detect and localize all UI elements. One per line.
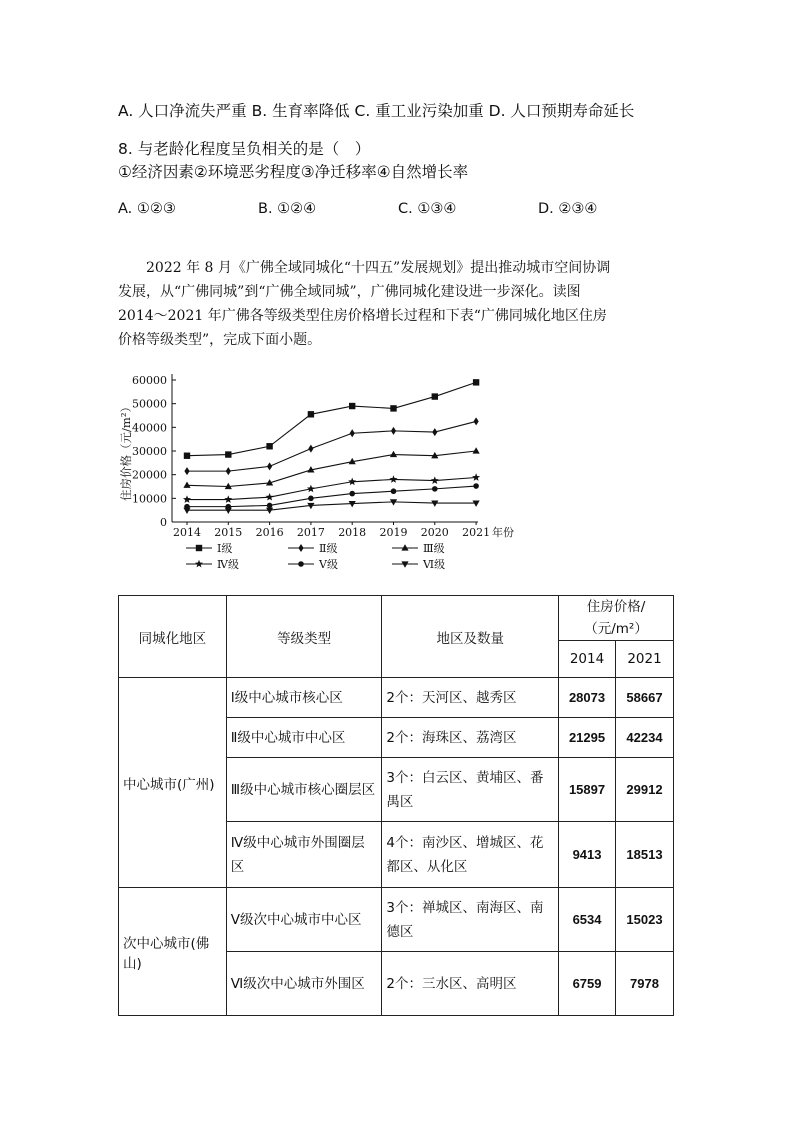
grade-type-cell: Ⅱ级中心城市中心区	[226, 718, 382, 758]
price-grade-table	[118, 595, 674, 1016]
grade-type-cell: Ⅲ级中心城市核心圈层区	[226, 758, 382, 822]
series-line	[187, 421, 476, 471]
legend-marker	[401, 544, 408, 550]
passage-line: 价格等级类型”，完成下面小题。	[118, 332, 322, 348]
data-point	[349, 491, 355, 497]
y-tick-label: 20000	[132, 468, 167, 482]
data-point	[308, 411, 314, 417]
grade-type-cell: Ⅰ级中心城市核心区	[226, 678, 382, 718]
data-point	[390, 475, 398, 483]
reading-passage	[118, 256, 678, 352]
x-tick-label: 2015	[214, 526, 243, 539]
data-point	[226, 467, 231, 475]
data-point	[473, 447, 480, 453]
areas-cell: 2个：三水区、高明区	[382, 952, 559, 1016]
data-point	[432, 393, 438, 399]
areas-cell: 2个：海珠区、荔湾区	[382, 718, 559, 758]
data-point	[307, 485, 315, 493]
data-point	[390, 405, 396, 411]
data-point	[473, 483, 479, 489]
group-cell: 中心城市(广州)	[119, 678, 227, 888]
legend-marker	[196, 545, 202, 551]
question-7-options: A. 人口净流失严重 B. 生育率降低 C. 重工业污染加重 D. 人口预期寿命延长	[118, 102, 635, 120]
group-cell: 次中心城市(佛山)	[119, 888, 227, 1016]
data-point	[267, 503, 273, 509]
passage-line: 2022 年 8 月《广佛全域同城化“十四五”发展规划》提出推动城市空间协调	[146, 260, 611, 276]
y-tick-label: 0	[160, 516, 167, 529]
grade-type-cell: Ⅳ级中心城市外围圈层区	[226, 822, 382, 888]
header-year-2021: 2021	[616, 641, 674, 678]
data-point	[266, 443, 272, 449]
data-point	[225, 451, 231, 457]
price-2014-cell: 21295	[559, 718, 616, 758]
price-2021-cell: 29912	[616, 758, 674, 822]
y-tick-label: 40000	[132, 421, 167, 435]
areas-cell: 2个：天河区、越秀区	[382, 678, 559, 718]
data-point	[350, 429, 355, 437]
data-point	[390, 451, 397, 457]
legend-marker	[298, 544, 303, 552]
data-point	[184, 467, 189, 475]
x-axis-label: 年份	[492, 526, 514, 539]
price-2014-cell: 6759	[559, 952, 616, 1016]
data-point	[473, 379, 479, 385]
data-point	[308, 496, 314, 502]
header-grade-type: 等级类型	[226, 596, 382, 678]
option-a: A. ①②③	[118, 201, 176, 217]
data-point	[183, 508, 190, 514]
data-point	[266, 493, 274, 501]
legend-label: Ⅱ级	[319, 542, 338, 555]
option-c: C. ①③④	[398, 201, 457, 217]
price-2021-cell: 18513	[616, 822, 674, 888]
y-tick-label: 30000	[132, 445, 167, 458]
grade-type-cell: Ⅵ级次中心城市外围区	[226, 952, 382, 1016]
passage-line: 2014～2021 年广佛各等级类型住房价格增长过程和下表“广佛同城化地区住房	[118, 308, 607, 324]
legend-label: Ⅴ级	[319, 558, 338, 571]
data-point	[267, 462, 272, 470]
header-year-2014: 2014	[559, 641, 616, 678]
data-point	[225, 508, 232, 514]
header-areas: 地区及数量	[382, 596, 559, 678]
y-tick-label: 60000	[132, 374, 167, 387]
y-tick-label: 50000	[132, 397, 167, 411]
grade-type-cell: Ⅴ级次中心城市中心区	[226, 888, 382, 952]
data-point	[473, 500, 480, 506]
x-tick-label: 2018	[338, 526, 367, 539]
data-point	[308, 445, 313, 453]
data-point	[432, 486, 438, 492]
legend-marker	[298, 561, 304, 567]
y-tick-label: 10000	[132, 492, 167, 506]
areas-cell: 4个：南沙区、增城区、花都区、从化区	[382, 822, 559, 888]
legend-marker	[195, 560, 203, 568]
data-point	[266, 508, 273, 514]
legend-label: Ⅲ级	[423, 542, 445, 555]
question-8-items: ①经济因素②环境恶劣程度③净迁移率④自然增长率	[118, 163, 469, 181]
data-point	[183, 495, 191, 503]
price-2014-cell: 6534	[559, 888, 616, 952]
price-2021-cell: 15023	[616, 888, 674, 952]
header-price: 住房价格/（元/m²）	[559, 596, 674, 641]
areas-cell: 3个：禅城区、南海区、南德区	[382, 888, 559, 952]
data-point	[183, 482, 190, 488]
price-2014-cell: 28073	[559, 678, 616, 718]
header-region: 同城化地区	[119, 596, 227, 678]
data-point	[432, 428, 437, 436]
y-axis-label: 住房价格（元/m²）	[119, 401, 133, 501]
data-point	[349, 403, 355, 409]
legend-marker	[401, 561, 408, 567]
option-d: D. ②③④	[538, 201, 598, 217]
x-tick-label: 2021	[462, 526, 491, 539]
data-point	[431, 476, 439, 484]
data-point	[391, 488, 397, 494]
data-point	[224, 495, 232, 503]
data-point	[348, 478, 356, 486]
price-2021-cell: 7978	[616, 952, 674, 1016]
option-b: B. ①②④	[258, 201, 317, 217]
housing-price-line-chart	[118, 368, 538, 578]
legend-label: Ⅵ级	[423, 558, 446, 571]
price-2021-cell: 42234	[616, 718, 674, 758]
x-tick-label: 2014	[173, 526, 201, 539]
legend-label: Ⅳ级	[217, 558, 239, 571]
x-tick-label: 2020	[420, 526, 449, 539]
question-8-stem: 8. 与老龄化程度呈负相关的是（ ）	[118, 140, 371, 158]
data-point	[391, 427, 396, 435]
price-2014-cell: 15897	[559, 758, 616, 822]
x-tick-label: 2016	[255, 526, 284, 539]
data-point	[431, 500, 438, 506]
price-2021-cell: 58667	[616, 678, 674, 718]
x-tick-label: 2017	[296, 526, 325, 539]
legend-label: Ⅰ级	[217, 542, 233, 555]
data-point	[474, 417, 479, 425]
passage-line: 发展，从“广佛同城”到“广佛全域同城”，广佛同城化建设进一步深化。读图	[118, 284, 581, 300]
areas-cell: 3个：白云区、黄埔区、番禺区	[382, 758, 559, 822]
data-point	[472, 473, 480, 481]
x-tick-label: 2019	[379, 526, 408, 539]
price-2014-cell: 9413	[559, 822, 616, 888]
data-point	[184, 453, 190, 459]
